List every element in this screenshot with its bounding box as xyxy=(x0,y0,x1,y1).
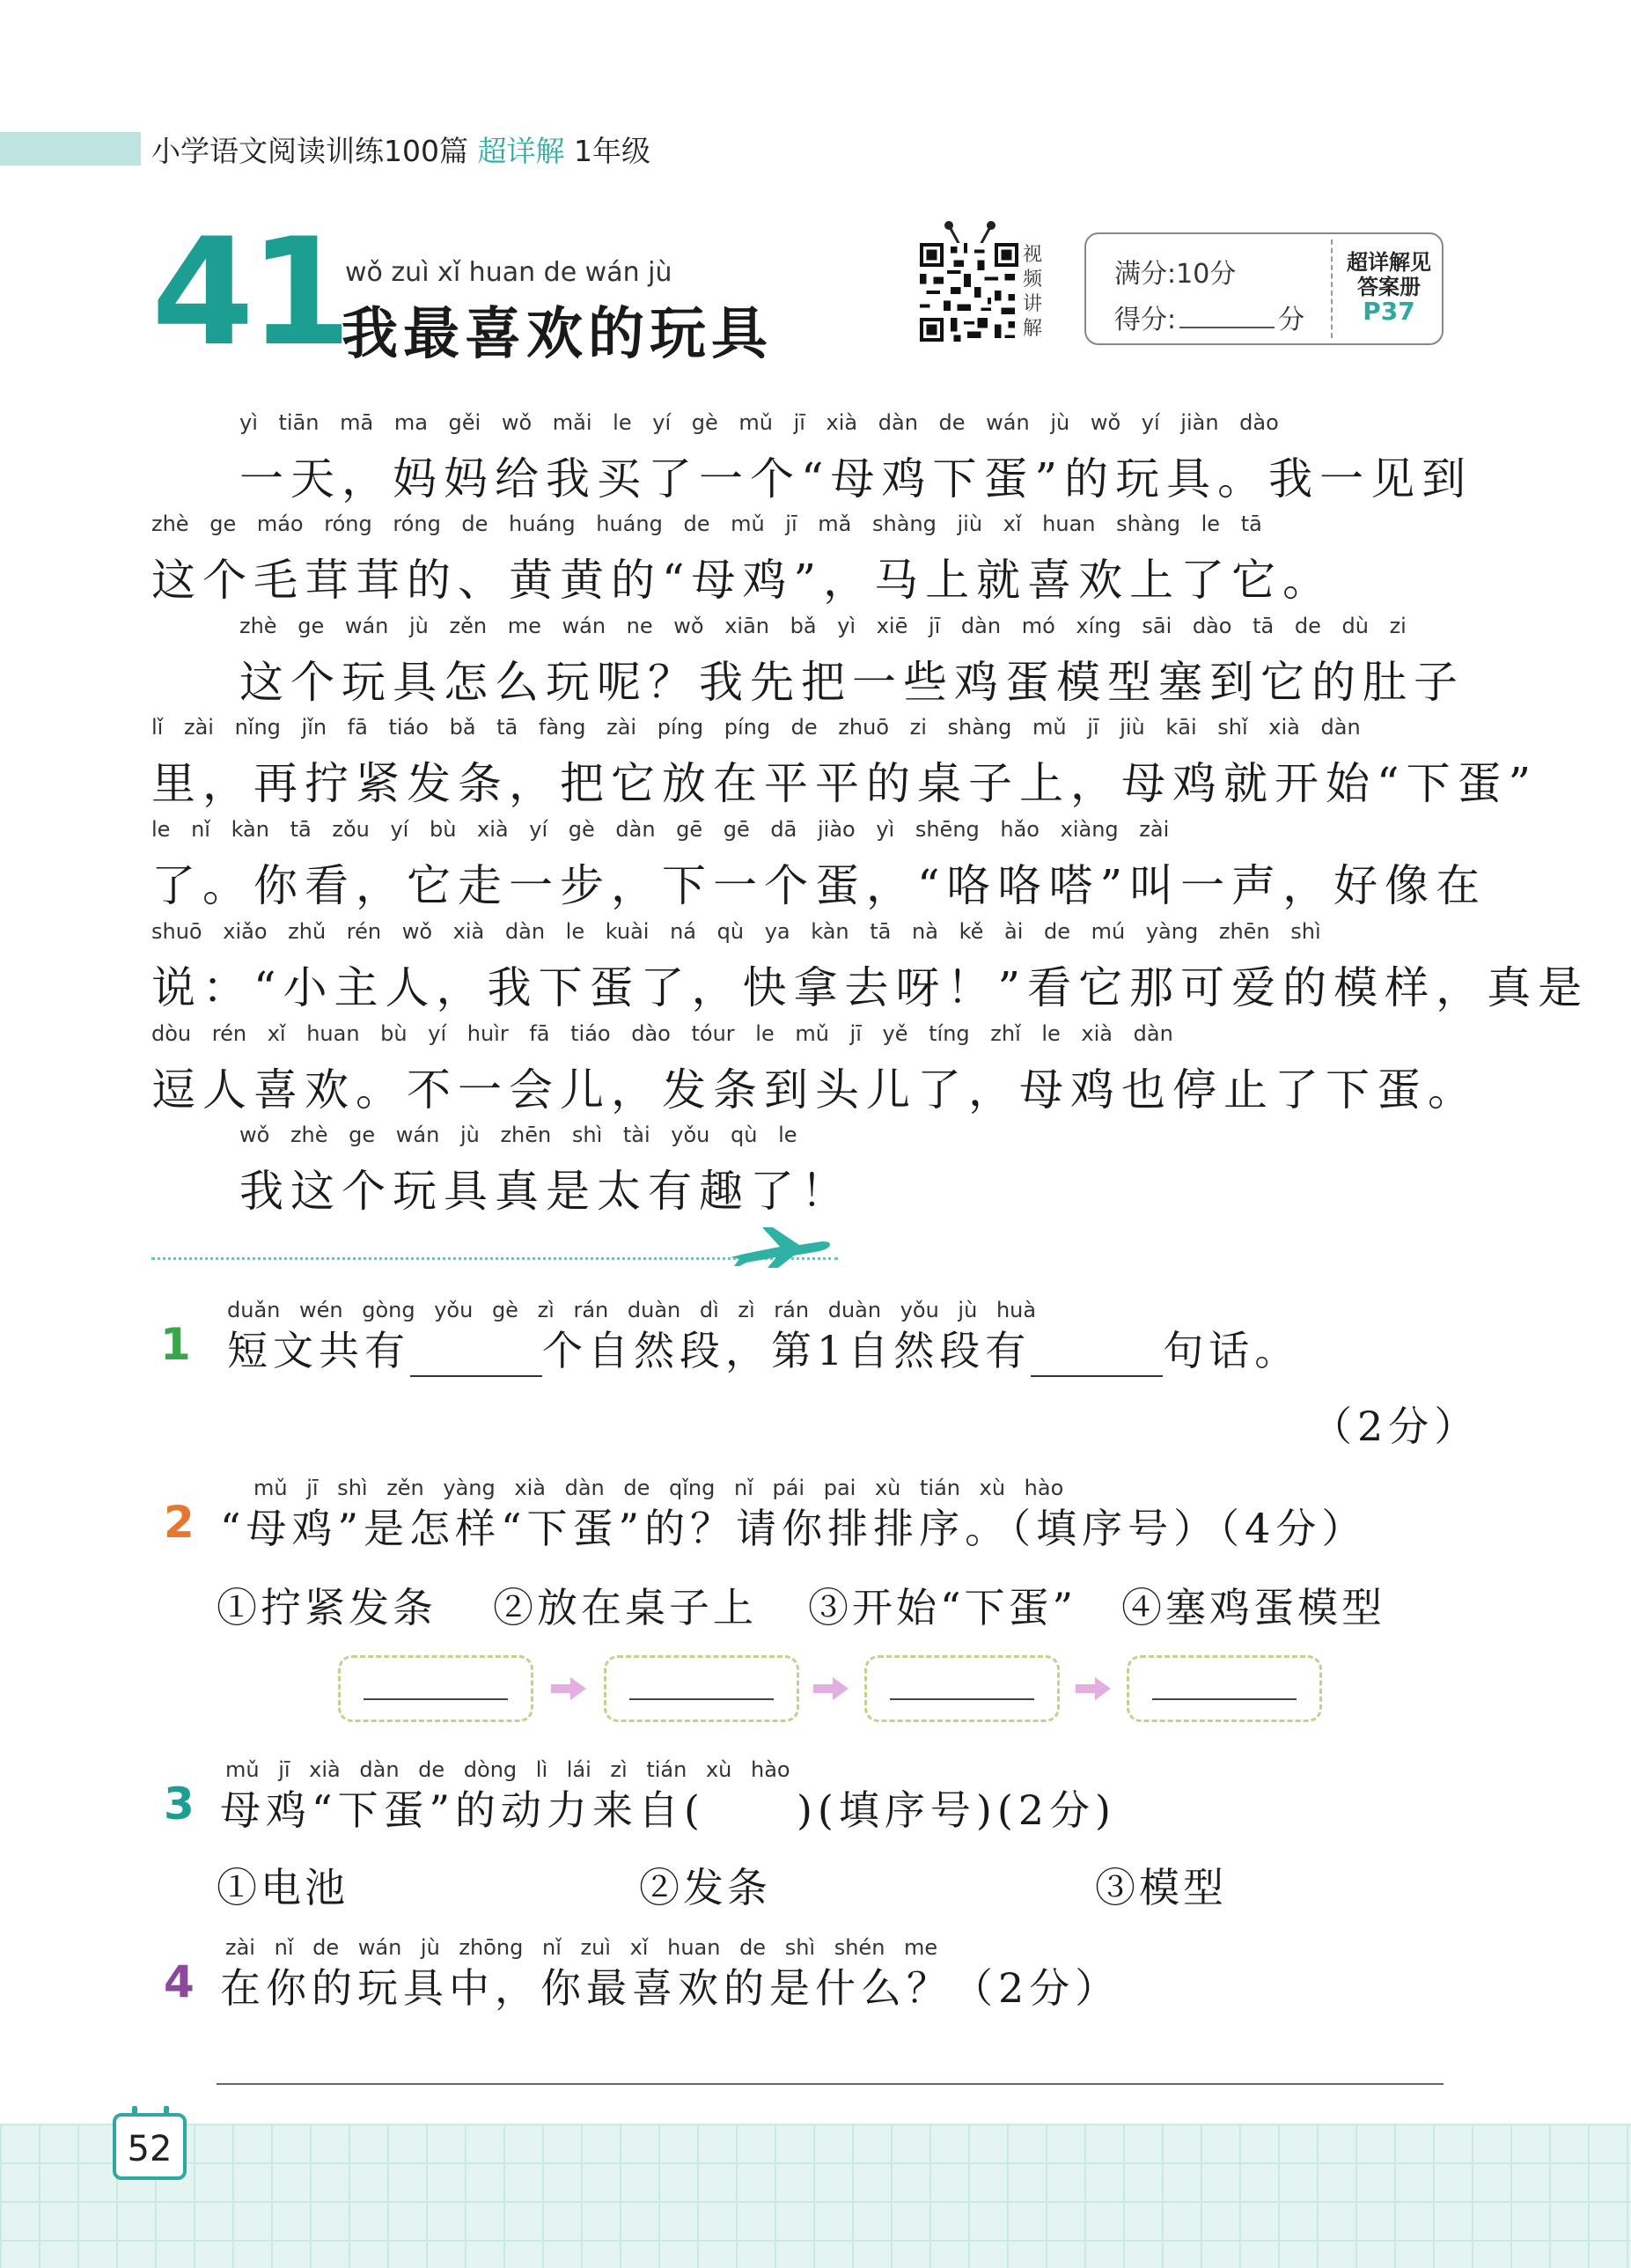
title-pinyin: wǒ zuì xǐ huan de wán jù xyxy=(345,257,672,288)
passage-pinyin: dòu rén xǐ huan bù yí huìr fā tiáo dào tóur le mǔ jī yě tíng zhǐ le xià dàn xyxy=(151,1021,1173,1046)
arrow-right-icon xyxy=(1076,1677,1111,1700)
book-header xyxy=(151,129,650,170)
question-points: （2分） xyxy=(1311,1403,1480,1450)
question-pinyin: zài nǐ de wán jù zhōng nǐ zuì xǐ huan de shì shén me xyxy=(225,1935,938,1960)
passage-text: 里，再拧紧发条，把它放在平平的桌子上，母鸡就开始“下蛋” xyxy=(151,758,1539,809)
option-item: ②放在桌子上 xyxy=(493,1584,757,1631)
book-title: 小学语文阅读训练100篇 xyxy=(151,134,468,168)
question-1-text xyxy=(227,1319,1300,1377)
option-item: ④塞鸡蛋模型 xyxy=(1121,1584,1385,1631)
question-4-text: 在你的玩具中，你最喜欢的是什么？（2分） xyxy=(220,1964,1121,2012)
score-obtained xyxy=(1114,298,1304,336)
airplane-icon xyxy=(727,1222,833,1270)
qr-label-char: 讲 xyxy=(1023,293,1043,315)
question-number: 4 xyxy=(164,1956,195,2007)
passage-pinyin: shuō xiǎo zhǔ rén wǒ xià dàn le kuài ná qù ya kàn tā nà kě ài de mú yàng zhēn shì xyxy=(151,919,1321,944)
passage-pinyin: yì tiān mā ma gěi wǒ mǎi le yí gè mǔ jī xià dàn de wán jù wǒ yí jiàn dào xyxy=(239,410,1279,435)
question-number: 2 xyxy=(164,1497,195,1548)
question-2-text: “母鸡”是怎样“下蛋”的？请你排排序。（填序号）（4分） xyxy=(220,1505,1368,1552)
answer-reference xyxy=(1336,250,1442,324)
sequence-box[interactable] xyxy=(338,1655,533,1722)
lesson-number: 41 xyxy=(151,206,347,379)
qr-label-char: 频 xyxy=(1023,269,1043,291)
passage-pinyin: zhè ge máo róng róng de huáng huáng de mǔ jī mǎ shàng jiù xǐ huan shàng le tā xyxy=(151,512,1262,536)
option-item: ①拧紧发条 xyxy=(217,1584,437,1631)
passage-pinyin: lǐ zài nǐng jǐn fā tiáo bǎ tā fàng zài píng píng de zhuō zi shàng mǔ jī jiù kāi shǐ xià dàn xyxy=(151,715,1361,740)
lesson-title: 我最喜欢的玩具 xyxy=(342,302,773,367)
question-pinyin: mǔ jī shì zěn yàng xià dàn de qǐng nǐ pái pai xù tián xù hào xyxy=(253,1476,1064,1500)
passage-pinyin: zhè ge wán jù zěn me wán ne wǒ xiān bǎ yì xiē jī dàn mó xíng sāi dào tā de dù zi xyxy=(239,614,1407,638)
answer-line[interactable] xyxy=(217,2083,1444,2085)
passage-text: 了。你看，它走一步，下一个蛋，“咯咯嗒”叫一声，好像在 xyxy=(151,860,1488,911)
header-accent-bar xyxy=(0,132,141,166)
passage-pinyin: le nǐ kàn tā zǒu yí bù xià yí gè dàn gē gē dā jiào yì shēng hǎo xiàng zài xyxy=(151,817,1170,842)
option-item: ②发条 xyxy=(639,1864,771,1911)
page-number-box xyxy=(113,2113,187,2180)
score-divider xyxy=(1331,239,1333,338)
page-number: 52 xyxy=(127,2129,173,2169)
passage-text: 逗人喜欢。不一会儿，发条到头儿了，母鸡也停止了下蛋。 xyxy=(151,1064,1479,1116)
qr-label-char: 视 xyxy=(1023,244,1043,266)
passage-text: 这个毛茸茸的、黄黄的“母鸡”，马上就喜欢上了它。 xyxy=(151,555,1334,606)
passage-text: 说：“小主人，我下蛋了，快拿去呀！”看它那可爱的模样，真是 xyxy=(151,962,1590,1013)
question-pinyin: mǔ jī xià dàn de dòng lì lái zì tián xù hào xyxy=(225,1757,790,1782)
qr-code-icon[interactable] xyxy=(920,243,1018,342)
passage-text: 这个玩具怎么玩呢？我先把一些鸡蛋模型塞到它的肚子 xyxy=(239,657,1465,708)
question-pinyin: duǎn wén gòng yǒu gè zì rán duàn dì zì rán duàn yǒu jù huà xyxy=(227,1298,1037,1322)
score-unit: 分 xyxy=(1278,305,1305,335)
score-obtained-label: 得分: xyxy=(1114,305,1177,335)
footer-grid xyxy=(0,2124,1631,2268)
question-3-text: 母鸡“下蛋”的动力来自( )(填序号)(2分) xyxy=(220,1786,1116,1834)
full-score: 满分:10分 xyxy=(1114,259,1237,290)
option-item: ①电池 xyxy=(217,1864,349,1911)
question-number: 3 xyxy=(164,1778,195,1830)
arrow-right-icon xyxy=(813,1677,849,1700)
q1-text-part: 句话。 xyxy=(1163,1327,1301,1374)
score-box xyxy=(1084,232,1444,345)
option-item: ③模型 xyxy=(1095,1864,1227,1911)
answer-ref-line1: 超详解见 xyxy=(1347,250,1431,275)
answer-page: P37 xyxy=(1363,297,1415,326)
sequence-box[interactable] xyxy=(864,1655,1060,1722)
question-number: 1 xyxy=(160,1319,191,1370)
answer-blank[interactable] xyxy=(1031,1340,1163,1377)
book-grade: 1年级 xyxy=(574,134,650,168)
sequence-box[interactable] xyxy=(604,1655,799,1722)
answer-ref-line2: 答案册 xyxy=(1357,275,1421,299)
qr-label-char: 解 xyxy=(1023,318,1043,340)
passage-pinyin: wǒ zhè ge wán jù zhēn shì tài yǒu qù le xyxy=(239,1123,797,1147)
book-edition: 超详解 xyxy=(477,134,565,168)
option-item: ③开始“下蛋” xyxy=(808,1584,1077,1631)
answer-blank[interactable] xyxy=(410,1340,542,1377)
score-blank[interactable] xyxy=(1179,327,1275,328)
passage-text: 一天，妈妈给我买了一个“母鸡下蛋”的玩具。我一见到 xyxy=(239,453,1473,504)
q1-text-part: 短文共有 xyxy=(227,1327,410,1374)
sequence-box[interactable] xyxy=(1127,1655,1322,1722)
q1-text-part: 个自然段，第1自然段有 xyxy=(542,1327,1032,1374)
arrow-right-icon xyxy=(551,1677,586,1700)
video-lesson-label xyxy=(1023,243,1049,342)
passage-text: 我这个玩具真是太有趣了！ xyxy=(239,1166,852,1217)
